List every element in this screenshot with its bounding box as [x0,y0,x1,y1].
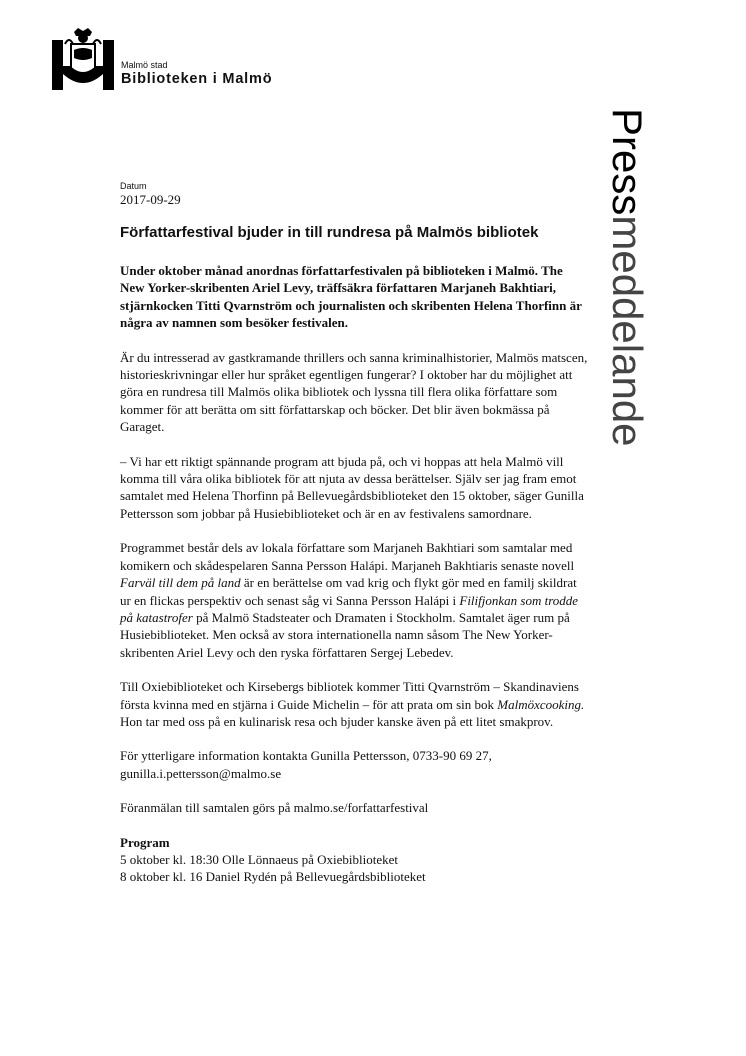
contact-line-1: För ytterligare information kontakta Gunilla Pettersson, 0733-90 69 27, [120,748,492,764]
vertical-label-meddelande: meddelande [604,215,651,447]
vertical-label-press: Press [604,108,651,216]
date-value: 2017-09-29 [120,192,181,207]
p4-text-a: Till Oxiebiblioteket och Kirsebergs bibliotek kommer Titti Qvarnström – Skandinaviens första kvinna med en stjärna i Guide Michelin – för att prata om sin bok [120,679,579,712]
program-title: Program [120,834,170,850]
press-release-body [120,181,588,885]
program-item: 8 oktober kl. 16 Daniel Rydén på Bellevuegårdsbiblioteket [120,868,426,884]
org-big-name: Biblioteken i Malmö [121,71,273,87]
contact-email: gunilla.i.pettersson@malmo.se [120,765,282,781]
paragraph-3 [120,539,588,661]
p3-play-title: Filifjonkan som trodde på katastrofer [120,592,579,625]
p3-text-a: Programmet består dels av lokala författare som Marjaneh Bakhtiari som samtalar med komikern och skådespelaren Sanna Persson Halápi. Marjaneh Bakhtiaris senaste novell [120,540,575,573]
contact-info [120,747,588,782]
p3-book-title: Farväl till dem på land [120,575,241,591]
p3-text-b: är en berättelse om vad krig och flykt gör med en familj skildrat ur en flickas perspektiv och senast såg vi Sanna Persson Halápi i [120,575,577,608]
press-release-vertical-label [604,108,650,447]
program-item: 5 oktober kl. 18:30 Olle Lönnaeus på Oxiebiblioteket [120,851,398,867]
p4-book-title: Malmöxcooking. [497,696,585,712]
signup-info: Föranmälan till samtalen görs på malmo.se/forfattarfestival [120,800,429,816]
paragraph-4 [120,678,588,730]
date-label: Datum [120,181,147,191]
article-title: Författarfestival bjuder in till rundresa på Malmös bibliotek [120,224,539,241]
malmo-coat-of-arms-logo [52,26,114,90]
paragraph-1: Är du intresserad av gastkramande thrillers och sanna kriminalhistorier, Malmös matscen, historieskrivningar eller hur språket egentligen fungerar? I oktober har du möjlighet att göra en rundresa till Malmös olika bibliotek och lyssna till flera olika författare som kommer för att berätta om sitt författarskap och böcker. Det blir även bokmässa på Garaget. [120,349,588,435]
p4-text-b: Hon tar med oss på en kulinarisk resa och bjuder kanske även på ett litet smakprov. [120,713,554,729]
p3-text-c: på Malmö Stadsteater och Dramaten i Stockholm. Samtalet äger rum på Husiebiblioteket. Men också av stora internationella namn såsom The New Yorker-skribenten Ariel Levy och den ryska författaren Sergej Lebedev. [120,609,570,660]
org-small-name: Malmö stad [121,60,168,70]
article-lead: Under oktober månad anordnas författarfestivalen på biblioteken i Malmö. The New Yorker-skribenten Ariel Levy, träffsäkra författaren Marjaneh Bakhtiari, stjärnkocken Titti Qvarnström och journalisten och skribenten Helena Thorfinn är några av namnen som besöker festivalen. [120,263,582,331]
organization-header [121,60,272,88]
paragraph-2: – Vi har ett riktigt spännande program att bjuda på, och vi hoppas att hela Malmö vill komma till våra olika bibliotek för att njuta av dessa berättelser. Själv ser jag fram emot samtalet med Helena Thorfinn på Bellevuegårdsbiblioteket den 15 oktober, säger Gunilla Pettersson som jobbar på Husiebiblioteket och är en av festivalens samordnare. [120,453,584,521]
